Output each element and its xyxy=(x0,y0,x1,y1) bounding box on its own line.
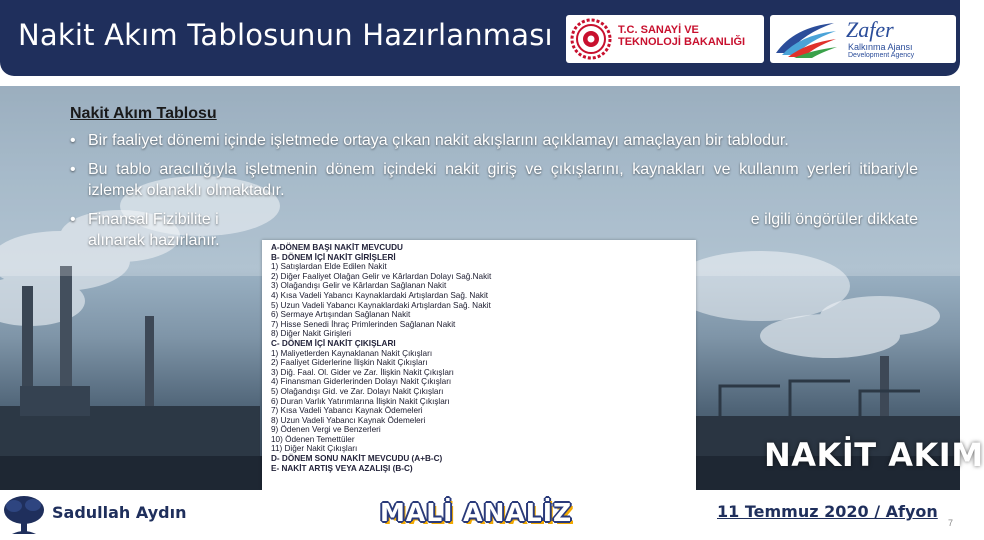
table-line: 11) Diğer Nakit Çıkışları xyxy=(271,444,358,454)
table-line: D- DÖNEM SONU NAKİT MEVCUDU (A+B-C) xyxy=(271,454,443,464)
author-name: Sadullah Aydın xyxy=(52,503,187,522)
zafer-subtitle: Kalkınma Ajansı xyxy=(848,42,913,52)
table-line: 6) Sermaye Artışından Sağlanan Nakit xyxy=(271,310,411,320)
zafer-subtitle-en: Development Agency xyxy=(848,52,915,59)
zafer-swoosh-icon xyxy=(774,19,838,59)
zafer-kalkinma-logo xyxy=(770,15,956,63)
table-line: 5) Uzun Vadeli Yabancı Kaynaklardaki Artışlardan Sağ. Nakit xyxy=(271,300,491,310)
table-line: 3) Olağandışı Gelir ve Kârlardan Sağlanan Nakit xyxy=(271,281,447,291)
slide-date: 11 Temmuz 2020 / Afyon xyxy=(717,502,938,521)
table-line: 1) Satışlardan Elde Edilen Nakit xyxy=(271,262,387,272)
table-line: E- NAKİT ARTIŞ VEYA AZALIŞI (B-C) xyxy=(271,463,413,473)
ministry-seal-icon xyxy=(570,18,612,60)
table-line: 5) Olağandışı Gid. ve Zar. Dolayı Nakit Çıkışları xyxy=(271,386,444,396)
ministry-name-line1: T.C. SANAYİ VE xyxy=(618,24,699,36)
tree-logo-icon xyxy=(2,494,46,536)
bullet-item xyxy=(70,159,918,201)
table-line: 1) Maliyetlerden Kaynaklanan Nakit Çıkışları xyxy=(271,348,433,358)
table-line: 7) Hisse Senedi İhraç Primlerinden Sağlanan Nakit xyxy=(271,319,456,329)
table-line: 7) Kısa Vadeli Yabancı Kaynak Ödemeleri xyxy=(271,406,423,416)
ministry-name-line2: TEKNOLOJİ BAKANLIĞI xyxy=(618,36,746,48)
table-line: A-DÖNEM BAŞI NAKİT MEVCUDU xyxy=(271,243,403,252)
nakit-akim-label: NAKİT AKIM xyxy=(764,436,984,474)
slide-title: Nakit Akım Tablosunun Hazırlanması xyxy=(18,18,553,52)
bullet-icon: • xyxy=(70,211,76,228)
table-line: 8) Uzun Vadeli Yabancı Kaynak Ödemeleri xyxy=(271,415,426,425)
ministry-name xyxy=(618,24,745,48)
title-bar xyxy=(0,0,960,76)
table-line: B- DÖNEM İÇİ NAKİT GİRİŞLERİ xyxy=(271,252,396,262)
page-number: 7 xyxy=(948,518,954,528)
cash-flow-table-image xyxy=(262,240,696,490)
table-line: 4) Finansman Giderlerinden Dolayı Nakit Çıkışları xyxy=(271,377,452,387)
bullet-text-left: Finansal Fizibilite i xyxy=(88,211,219,228)
table-line: 2) Diğer Faaliyet Olağan Gelir ve Kârlardan Dolayı Sağ.Nakit xyxy=(271,271,492,281)
bullet-text-line2: alınarak hazırlanır. xyxy=(88,232,220,249)
table-line: 10) Ödenen Temettüler xyxy=(271,434,355,444)
bullet-text: Bu tablo aracılığıyla işletmenin dönem içindeki nakit giriş ve çıkışlarını, kaynakları ve kullanım yerleri itibariyle izlemek olanaklı olmaktadır. xyxy=(88,161,918,199)
footer xyxy=(0,490,960,540)
table-line: C- DÖNEM İÇİ NAKİT ÇIKIŞLARI xyxy=(271,338,396,348)
bullet-text: Bir faaliyet dönemi içinde işletmede ortaya çıkan nakit akışlarını açıklamayı amaçlayan bir tablodur. xyxy=(88,132,789,149)
bullet-item xyxy=(70,130,918,151)
table-line: 6) Duran Varlık Yatırımlarına İlişkin Nakit Çıkışları xyxy=(271,396,450,406)
slide-content xyxy=(70,105,918,259)
bullet-list xyxy=(70,130,918,251)
table-line: 2) Faaliyet Giderlerine İlişkin Nakit Çıkışları xyxy=(271,358,428,368)
table-line: 3) Diğ. Faal. Ol. Gider ve Zar. İlişkin Nakit Çıkışları xyxy=(271,367,454,377)
section-heading: Nakit Akım Tablosu xyxy=(70,105,217,122)
bullet-icon: • xyxy=(70,161,76,178)
table-line: 9) Ödenen Vergi ve Benzerleri xyxy=(271,425,381,435)
sanayi-bakanligi-logo xyxy=(566,15,764,63)
bullet-icon: • xyxy=(70,132,76,149)
zafer-name: Zafer xyxy=(846,17,894,42)
table-line: 4) Kısa Vadeli Yabancı Kaynaklardaki Artışlardan Sağ. Nakit xyxy=(271,290,489,300)
mali-analiz-brand: MALİ ANALİZ xyxy=(380,498,573,527)
cash-flow-table-lines xyxy=(262,240,696,473)
table-line: 8) Diğer Nakit Girişleri xyxy=(271,329,352,339)
bullet-text-right: e ilgili öngörüler dikkate xyxy=(750,211,918,228)
